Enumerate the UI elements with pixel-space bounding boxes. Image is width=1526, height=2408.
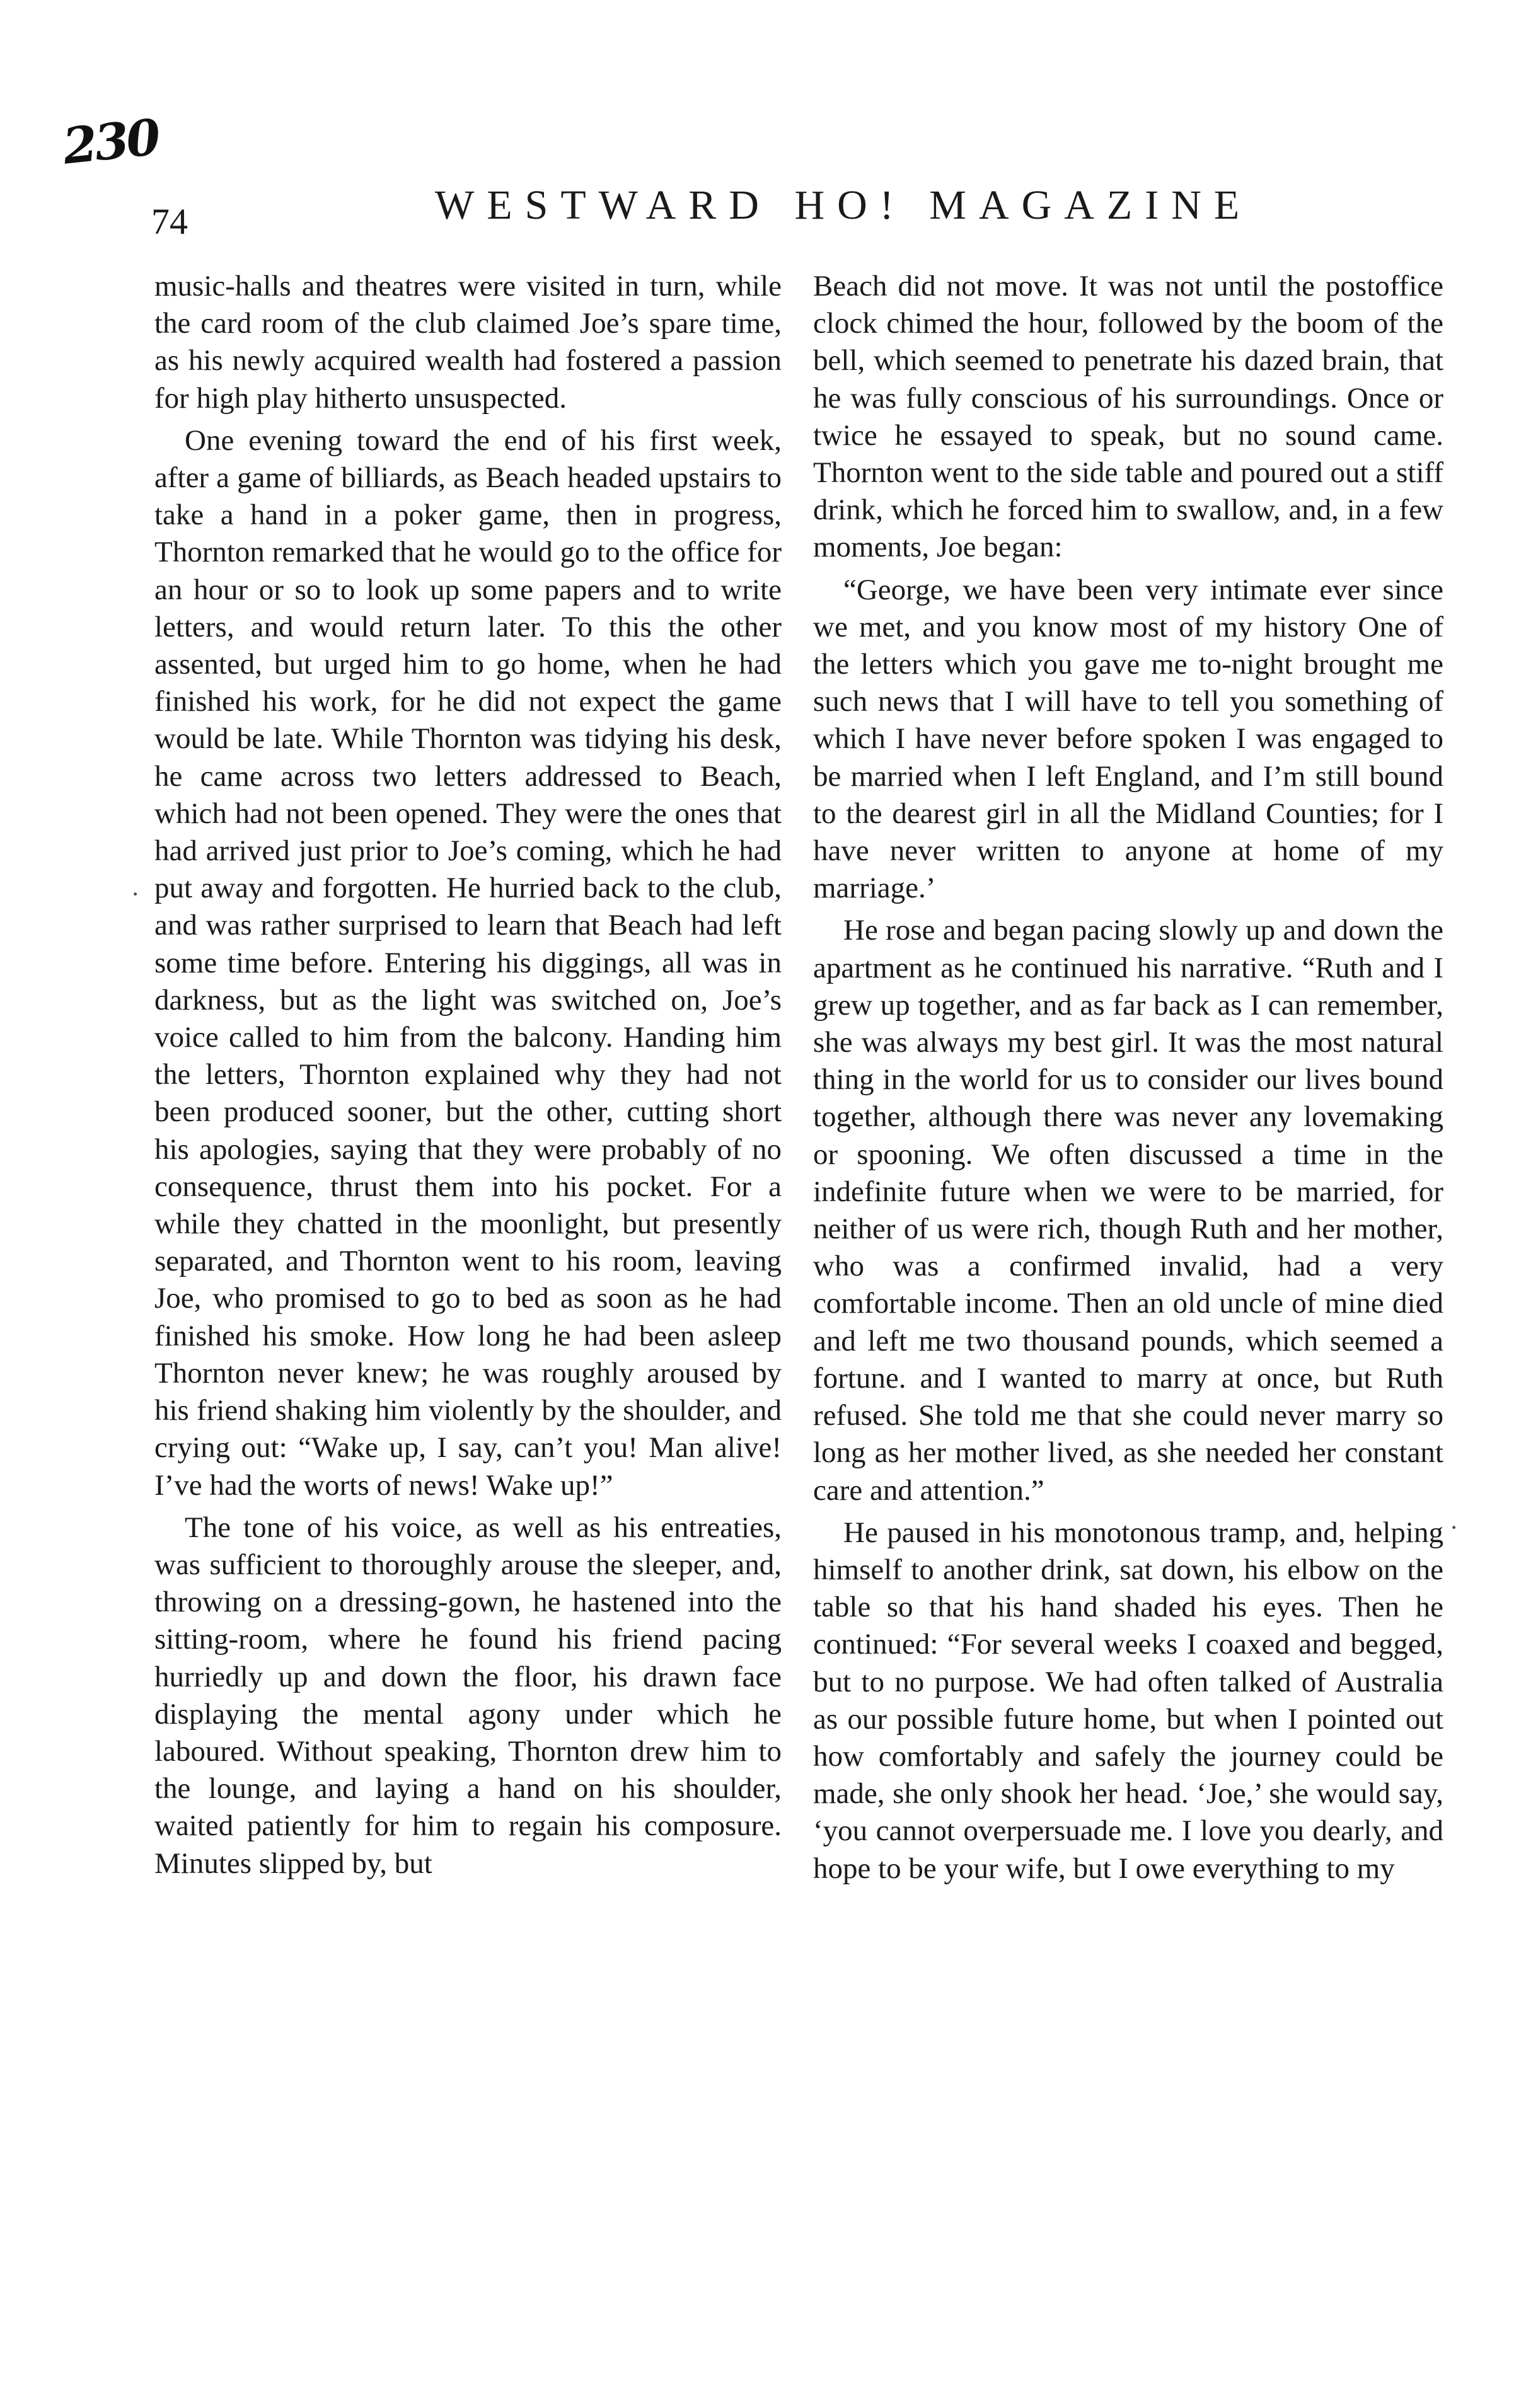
paragraph: The tone of his voice, as well as his entreaties, was sufficient to thoroughly arouse the sleeper, and, throwing on a dressing-gown, he hastened into the sitting-room, where he found his friend pacing hurriedly up and down the floor, his drawn face displaying the mental agony under which he laboured. Without speaking, Thornton drew him to the lounge, and laying a hand on his shoulder, waited patiently for him to regain his composure. Minutes slipped by, but xyxy=(154,1511,782,1880)
paragraph: “George, we have been very intimate ever since we met, and you know most of my history One of the letters which you gave me to-night brought me such news that I will have to tell you something of which I have never before spoken I was engaged to be married when I left England, and I’m still bound to the dearest girl in all the Midland Counties; for I have never written to anyone at home of my marriage.’ xyxy=(813,573,1443,905)
paragraph: music-halls and theatres were visited in turn, while the card room of the club claimed Joe’s spare time, as his newly acquired wealth had fostered a passion for high play hitherto unsuspected. xyxy=(154,270,782,415)
paragraph: He rose and began pacing slowly up and down the apartment as he continued his narrative. “Ruth and I grew up together, and as far back as I can remember, she was always my best girl. It was the most natural thing in the world for us to consider our lives bound together, although there was never any lovemaking or spooning. We often discussed a time in the indefinite future when we were to be married, for neither of us were rich, though Ruth and her mother, who was a confirmed invalid, had a very comfortable income. Then an old uncle of mine died and left me two thousand pounds, which seemed a fortune. and I wanted to marry at once, but Ruth refused. She told me that she could never marry so long as her mother lived, as she needed her constant care and attention.” xyxy=(813,914,1443,1507)
left-column xyxy=(154,268,782,1887)
page-number: 74 xyxy=(151,201,188,242)
right-column xyxy=(813,268,1443,1892)
margin-mark-right: · xyxy=(1450,1513,1459,1541)
paragraph: One evening toward the end of his first week, after a game of billiards, as Beach headed upstairs to take a hand in a poker game, then in progress, Thornton remarked that he would go to the office for an hour or so to look up some papers and to write letters, and would return later. To this the other assented, but urged him to go home, when he had finished his work, for he did not expect the game would be late. While Thornton was tidying his desk, he came across two letters addressed to Beach, which had not been opened. They were the ones that had arrived just prior to Joe’s coming, which he had put away and forgotten. He hurried back to the club, and was rather surprised to learn that Beach had left some time before. Entering his diggings, all was in darkness, but as the light was switched on, Joe’s voice called to him from the balcony. Handing him the letters, Thornton explained why they had not been produced sooner, but the other, cutting short his apologies, saying that they were probably of no consequence, thrust them into his pocket. For a while they chatted in the moonlight, but presently separated, and Thornton went to his room, leaving Joe, who promised to go to bed as soon as he had finished his smoke. How long he had been asleep Thornton never knew; he was roughly aroused by his friend shaking him violently by the shoulder, and crying out: “Wake up, I say, can’t you! Man alive! I’ve had the worts of news! Wake up!” xyxy=(154,423,782,1502)
paragraph: He paused in his monotonous tramp, and, helping himself to another drink, sat down, his elbow on the table so that his hand shaded his eyes. Then he continued: “For several weeks I coaxed and begged, but to no purpose. We had often talked of Australia as our possible future home, but when I pointed out how comfortably and safely the journey could be made, she only shook her head. ‘Joe,’ she would say, ‘you cannot overpersuade me. I love you dearly, and hope to be your wife, but I owe everything to my xyxy=(813,1516,1443,1885)
running-head: WESTWARD HO! MAGAZINE xyxy=(435,182,1252,228)
paragraph: Beach did not move. It was not until the postoffice clock chimed the hour, followed by the boom of the bell, which seemed to penetrate his dazed brain, that he was fully conscious of his surroundings. Once or twice he essayed to speak, but no sound came. Thornton went to the side table and poured out a stiff drink, which he forced him to swallow, and, in a few moments, Joe began: xyxy=(813,270,1443,564)
handwritten-page-number: 230 xyxy=(60,108,161,176)
margin-mark-left: · xyxy=(131,880,140,908)
